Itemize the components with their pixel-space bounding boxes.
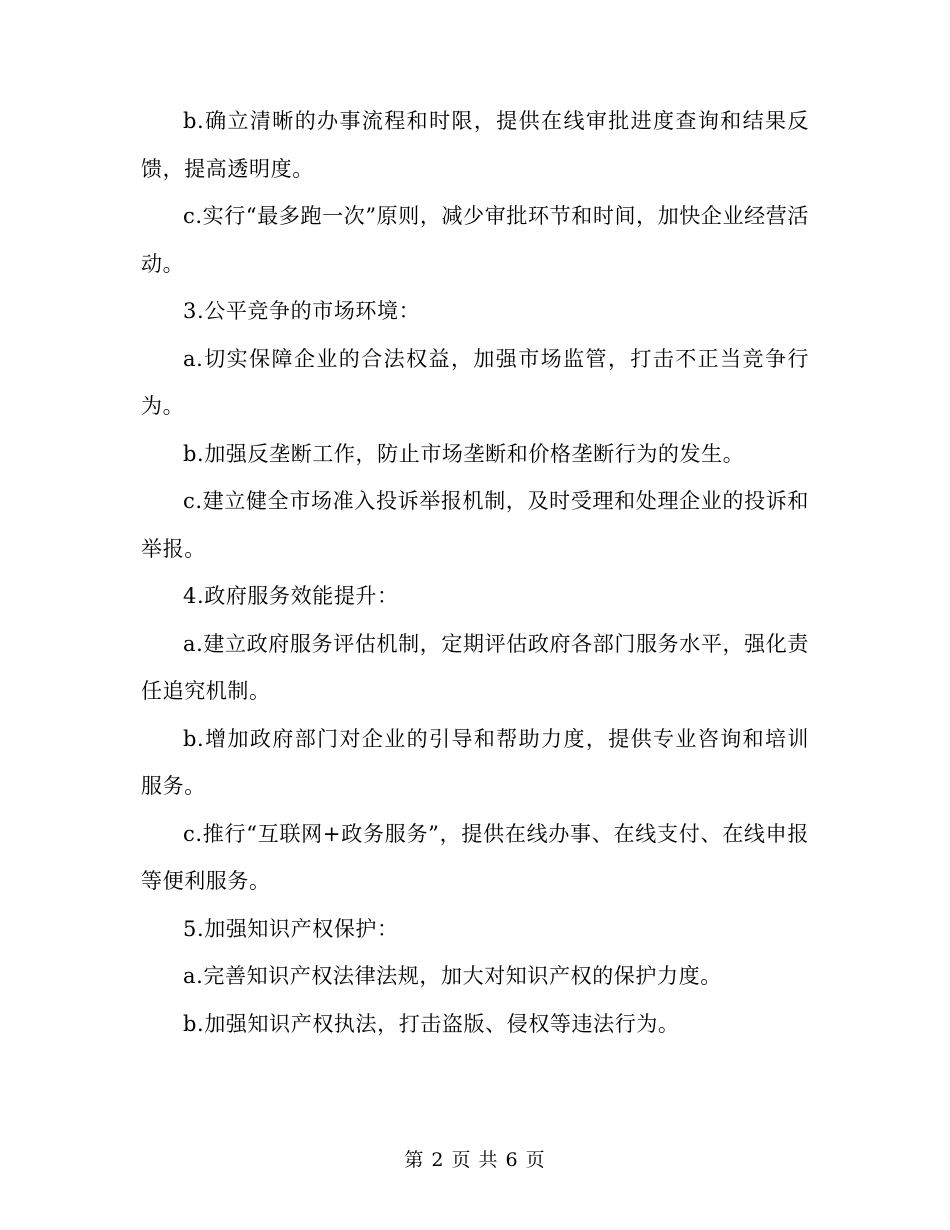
paragraph-a-legal-rights: a.切实保障企业的合法权益，加强市场监管，打击不正当竞争行为。 <box>141 346 809 418</box>
paragraph-b-process-transparency: b.确立清晰的办事流程和时限，提供在线审批进度查询和结果反馈，提高透明度。 <box>141 109 809 181</box>
paragraph-b-anti-monopoly: b.加强反垄断工作，防止市场垄断和价格垄断行为的发生。 <box>183 441 745 466</box>
paragraph-a-service-evaluation: a.建立政府服务评估机制，定期评估政府各部门服务水平，强化责任追究机制。 <box>141 631 809 703</box>
paragraph-c-internet-government: c.推行“互联网+政务服务”，提供在线办事、在线支付、在线申报等便利服务。 <box>141 821 809 893</box>
heading-intellectual-property: 5.加强知识产权保护： <box>183 916 399 941</box>
heading-government-service-efficiency: 4.政府服务效能提升： <box>183 584 399 608</box>
paragraph-a-ip-laws: a.完善知识产权法律法规，加大对知识产权的保护力度。 <box>183 964 722 988</box>
paragraph-b-guidance-support: b.增加政府部门对企业的引导和帮助力度，提供专业咨询和培训服务。 <box>141 726 809 798</box>
paragraph-c-complaint-mechanism: c.建立健全市场准入投诉举报机制，及时受理和处理企业的投诉和举报。 <box>141 489 809 561</box>
page-number-footer: 第 2 页 共 6 页 <box>404 1149 546 1171</box>
heading-fair-competition: 3.公平竞争的市场环境： <box>183 299 421 323</box>
document-body <box>141 98 809 1048</box>
paragraph-b-ip-enforcement: b.加强知识产权执法，打击盗版、侵权等违法行为。 <box>183 1011 680 1036</box>
paragraph-c-run-once: c.实行“最多跑一次”原则，减少审批环节和时间，加快企业经营活动。 <box>141 204 809 276</box>
